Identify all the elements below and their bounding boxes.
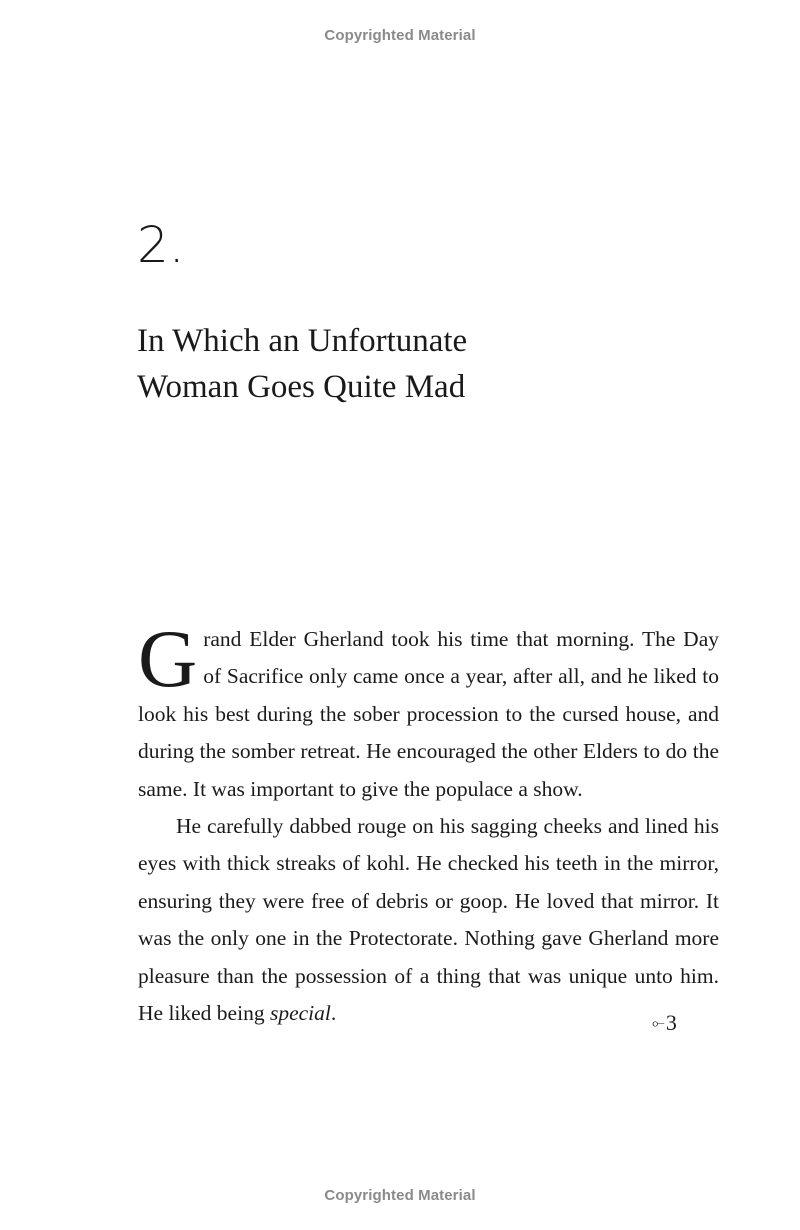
watermark-bottom: Copyrighted Material xyxy=(324,1187,476,1204)
page-number-ornament-icon: ⟜ xyxy=(652,1015,665,1032)
page-number-value: 3 xyxy=(665,1010,677,1035)
chapter-number: 2. xyxy=(137,216,185,274)
chapter-title-line-2: Woman Goes Quite Mad xyxy=(137,369,466,405)
chapter-title-line-1: In Which an Unfortunate xyxy=(137,323,468,359)
chapter-title xyxy=(137,318,737,410)
drop-cap: G xyxy=(138,613,198,704)
paragraph-2 xyxy=(138,808,719,1032)
paragraph-2-text: He carefully dabbed rouge on his sagging cheeks and lined his eyes with thick streaks of kohl. He checked his teeth in the mirror, ensuring they were free of debris or goop. He loved that mirror. It was the only one in the Protectorate. Nothing gave Gherland more pleasure than the possession of a thing that was unique unto him. He liked being xyxy=(138,814,719,1026)
paragraph-2-end: . xyxy=(330,1001,337,1026)
page-number xyxy=(652,1010,677,1036)
paragraph-1 xyxy=(138,613,719,808)
paragraph-1-text: rand Elder Gherland took his time that morning. The Day of Sacrifice only came once a year, after all, and he liked to look his best during the sober procession to the cursed house, and during the somber retreat. He encouraged the other Elders to do the same. It was important to give the populace a show. xyxy=(138,627,719,801)
watermark-top: Copyrighted Material xyxy=(324,27,476,44)
body-text xyxy=(138,613,719,1032)
paragraph-2-italic: special xyxy=(269,1001,331,1026)
